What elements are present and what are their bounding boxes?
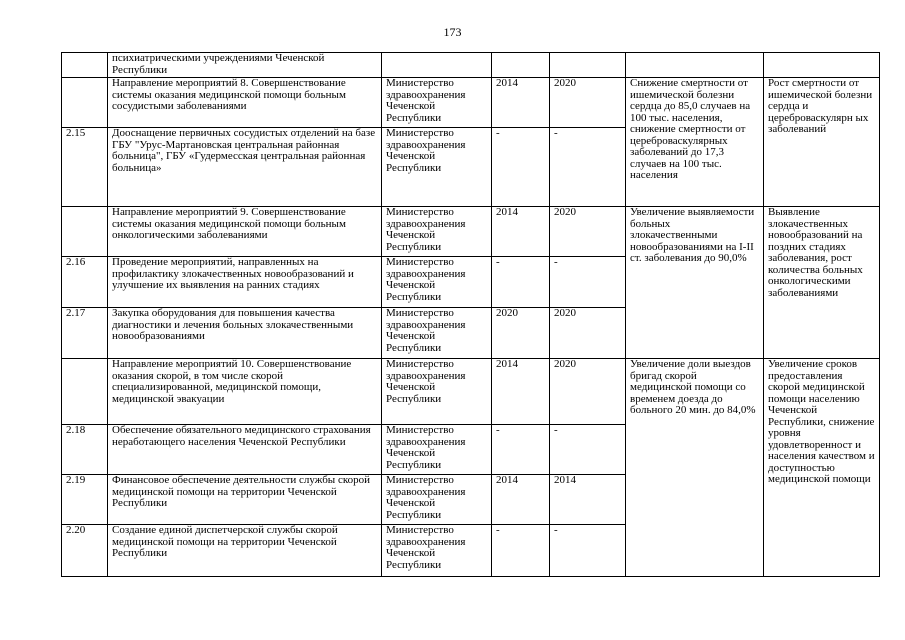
end-year-cell: - — [550, 257, 626, 308]
table-row — [62, 359, 880, 425]
start-year-cell: - — [492, 257, 550, 308]
row-number-cell — [62, 53, 108, 78]
executor-cell: Министерство здравоохранения Чеченской Республики — [382, 425, 492, 475]
measure-title-cell: Направление мероприятий 8. Совершенствование системы оказания медицинской помощи больным сосудистыми заболеваниями — [108, 78, 382, 128]
consequence-cell: Увеличение сроков предоставления скорой медицинской помощи населению Чеченской Республики, снижение уровня удовлетворенност и населения качеством и доступностью медицинской помощи — [764, 359, 880, 577]
row-number-cell — [62, 359, 108, 425]
row-number-cell: 2.17 — [62, 308, 108, 359]
executor-cell: Министерство здравоохранения Чеченской Республики — [382, 525, 492, 577]
executor-cell: Министерство здравоохранения Чеченской Республики — [382, 308, 492, 359]
row-number-cell: 2.16 — [62, 257, 108, 308]
indicator-cell: Увеличение доли выездов бригад скорой медицинской помощи со временем доезда до больного 20 мин. до 84,0% — [626, 359, 764, 577]
end-year-cell: 2020 — [550, 207, 626, 257]
row-number-cell — [62, 207, 108, 257]
row-number-cell: 2.15 — [62, 128, 108, 207]
measure-title-cell: Проведение мероприятий, направленных на профилактику злокачественных новообразований и улучшение их выявления на ранних стадиях — [108, 257, 382, 308]
table-row — [62, 53, 880, 78]
consequence-cell: Выявление злокачественных новообразований на поздних стадиях заболевания, рост количества больных онкологическими заболеваниями — [764, 207, 880, 359]
row-number-cell — [62, 78, 108, 128]
executor-cell — [382, 53, 492, 78]
row-number-cell: 2.20 — [62, 525, 108, 577]
consequence-cell: Рост смертности от ишемической болезни сердца и цереброваскулярн ых заболеваний — [764, 78, 880, 207]
measure-title-cell: Создание единой диспетчерской службы скорой медицинской помощи на территории Чеченской Республики — [108, 525, 382, 577]
table-row — [62, 78, 880, 128]
page-number: 173 — [443, 25, 462, 39]
end-year-cell: 2020 — [550, 78, 626, 128]
executor-cell: Министерство здравоохранения Чеченской Республики — [382, 207, 492, 257]
end-year-cell: 2014 — [550, 475, 626, 525]
indicator-cell: Увеличение выявляемости больных злокачественными новообразованиями на I-II ст. заболевания до 90,0% — [626, 207, 764, 359]
start-year-cell: 2014 — [492, 475, 550, 525]
measure-title-cell: Дооснащение первичных сосудистых отделений на базе ГБУ "Урус-Мартановская центральная районная больница", ГБУ «Гудермесская центральная районная больница» — [108, 128, 382, 207]
end-year-cell: - — [550, 525, 626, 577]
measure-title-cell: Обеспечение обязательного медицинского страхования неработающего населения Чеченской Республики — [108, 425, 382, 475]
start-year-cell: - — [492, 425, 550, 475]
start-year-cell — [492, 53, 550, 78]
measures-table — [61, 52, 880, 577]
measure-title-cell: Направление мероприятий 10. Совершенствование оказания скорой, в том числе скорой специализированной, медицинской помощи, медицинской эвакуации — [108, 359, 382, 425]
measure-title-cell: Финансовое обеспечение деятельности службы скорой медицинской помощи на территории Чеченской Республики — [108, 475, 382, 525]
consequence-cell — [764, 53, 880, 78]
measure-title-cell: психиатрическими учреждениями Чеченской Республики — [108, 53, 382, 78]
end-year-cell: - — [550, 425, 626, 475]
start-year-cell: 2014 — [492, 78, 550, 128]
start-year-cell: 2014 — [492, 359, 550, 425]
indicator-cell: Снижение смертности от ишемической болезни сердца до 85,0 случаев на 100 тыс. населения, снижение смертности от цереброваскулярных заболеваний до 17,3 случаев на 100 тыс. населения — [626, 78, 764, 207]
start-year-cell: 2014 — [492, 207, 550, 257]
start-year-cell: - — [492, 128, 550, 207]
end-year-cell — [550, 53, 626, 78]
end-year-cell: 2020 — [550, 359, 626, 425]
end-year-cell: - — [550, 128, 626, 207]
executor-cell: Министерство здравоохранения Чеченской Республики — [382, 257, 492, 308]
executor-cell: Министерство здравоохранения Чеченской Республики — [382, 78, 492, 128]
end-year-cell: 2020 — [550, 308, 626, 359]
row-number-cell: 2.19 — [62, 475, 108, 525]
start-year-cell: - — [492, 525, 550, 577]
executor-cell: Министерство здравоохранения Чеченской Республики — [382, 359, 492, 425]
table-row — [62, 207, 880, 257]
indicator-cell — [626, 53, 764, 78]
start-year-cell: 2020 — [492, 308, 550, 359]
row-number-cell: 2.18 — [62, 425, 108, 475]
executor-cell: Министерство здравоохранения Чеченской Республики — [382, 128, 492, 207]
measure-title-cell: Закупка оборудования для повышения качества диагностики и лечения больных злокачественными новообразованиями — [108, 308, 382, 359]
measure-title-cell: Направление мероприятий 9. Совершенствование системы оказания медицинской помощи больным онкологическими заболеваниями — [108, 207, 382, 257]
executor-cell: Министерство здравоохранения Чеченской Республики — [382, 475, 492, 525]
